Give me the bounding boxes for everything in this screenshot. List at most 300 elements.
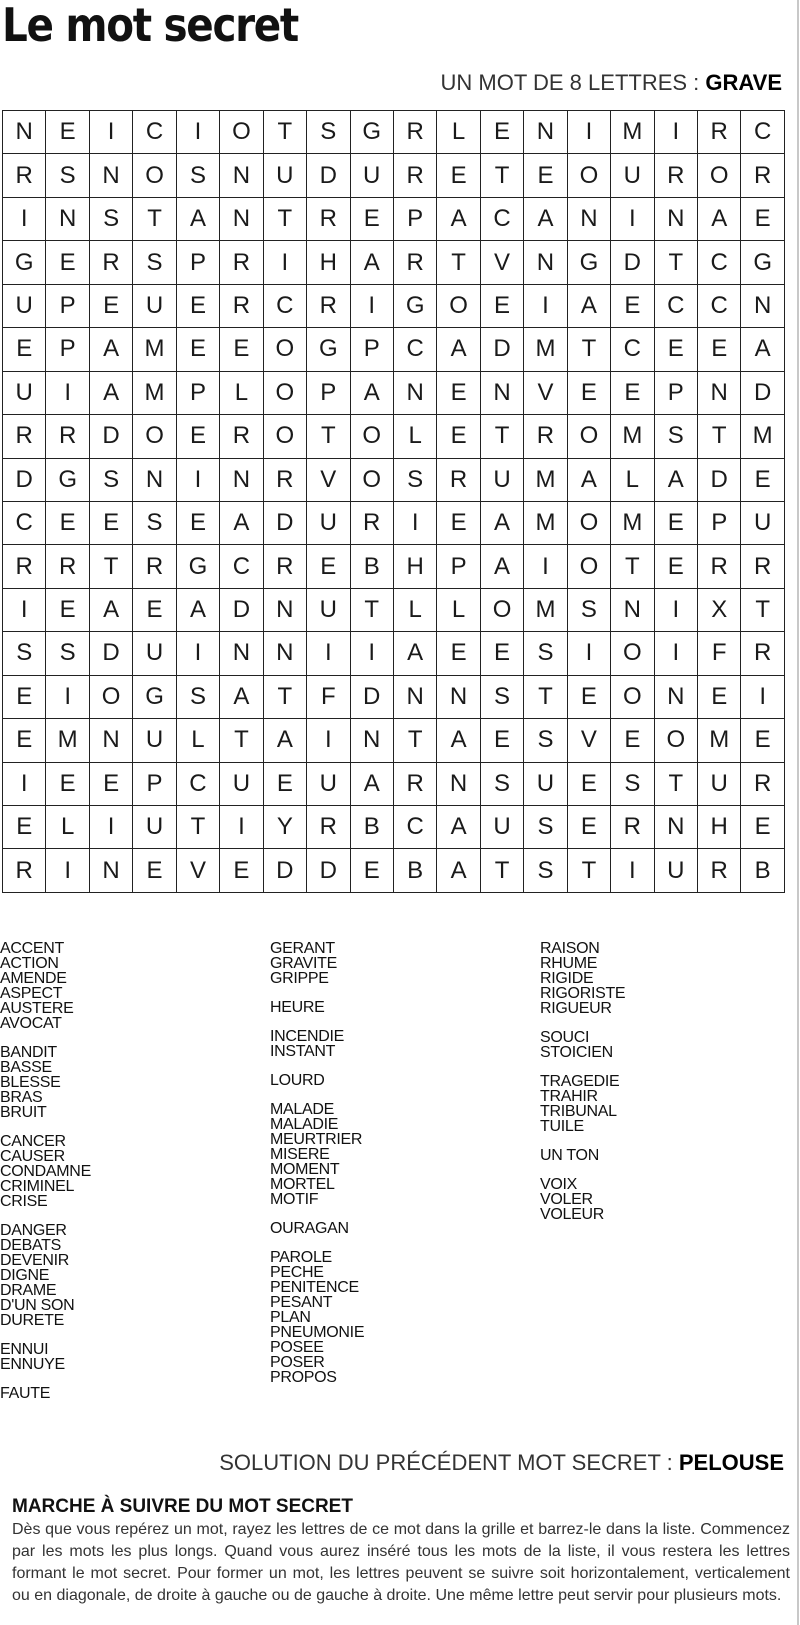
grid-cell[interactable]: E [611, 285, 654, 328]
word-list-item[interactable]: AMENDE [0, 970, 67, 987]
grid-cell[interactable]: E [90, 502, 133, 545]
grid-cell[interactable]: O [481, 589, 524, 632]
grid-cell[interactable]: C [698, 241, 741, 284]
grid-cell[interactable]: C [698, 285, 741, 328]
grid-cell[interactable]: E [46, 241, 89, 284]
word-list-item[interactable]: CANCER [0, 1133, 66, 1150]
grid-cell[interactable]: A [90, 328, 133, 371]
grid-cell[interactable]: R [3, 849, 46, 892]
grid-cell[interactable]: T [351, 589, 394, 632]
grid-cell[interactable]: R [90, 241, 133, 284]
grid-cell[interactable]: N [220, 198, 263, 241]
grid-cell[interactable]: P [46, 328, 89, 371]
grid-cell[interactable]: N [90, 849, 133, 892]
grid-cell[interactable]: R [220, 241, 263, 284]
grid-cell[interactable]: T [568, 849, 611, 892]
grid-cell[interactable]: D [264, 502, 307, 545]
word-list-item[interactable]: PNEUMONIE [270, 1324, 365, 1341]
grid-cell[interactable]: D [90, 632, 133, 675]
grid-cell[interactable]: V [568, 719, 611, 762]
grid-cell[interactable]: N [698, 372, 741, 415]
grid-cell[interactable]: C [611, 328, 654, 371]
grid-cell[interactable]: I [46, 676, 89, 719]
grid-cell[interactable]: R [394, 763, 437, 806]
grid-cell[interactable]: M [611, 111, 654, 154]
grid-cell[interactable]: B [741, 849, 784, 892]
grid-cell[interactable]: R [3, 545, 46, 588]
word-list-item[interactable]: MOTIF [270, 1191, 319, 1208]
word-list-item[interactable]: POSEE [270, 1339, 324, 1356]
grid-cell[interactable]: S [524, 849, 567, 892]
grid-cell[interactable]: P [307, 372, 350, 415]
grid-cell[interactable]: S [524, 719, 567, 762]
grid-cell[interactable]: U [698, 763, 741, 806]
grid-cell[interactable]: N [264, 632, 307, 675]
grid-cell[interactable]: R [394, 241, 437, 284]
grid-cell[interactable]: E [264, 763, 307, 806]
grid-cell[interactable]: P [351, 328, 394, 371]
grid-cell[interactable]: E [741, 719, 784, 762]
grid-cell[interactable]: A [437, 328, 480, 371]
grid-cell[interactable]: E [741, 806, 784, 849]
grid-cell[interactable]: I [3, 763, 46, 806]
word-list-item[interactable]: ENNUI [0, 1341, 49, 1358]
word-list-item[interactable]: ACCENT [0, 940, 64, 957]
grid-cell[interactable]: R [698, 111, 741, 154]
grid-cell[interactable]: P [133, 763, 176, 806]
word-list-item[interactable]: PESANT [270, 1294, 333, 1311]
grid-cell[interactable]: I [394, 502, 437, 545]
grid-cell[interactable]: N [351, 719, 394, 762]
grid-cell[interactable]: U [133, 285, 176, 328]
grid-cell[interactable]: L [437, 111, 480, 154]
grid-cell[interactable]: M [133, 328, 176, 371]
grid-cell[interactable]: R [394, 111, 437, 154]
grid-cell[interactable]: T [264, 198, 307, 241]
word-list-item[interactable]: BLESSE [0, 1074, 61, 1091]
grid-cell[interactable]: G [568, 241, 611, 284]
grid-cell[interactable]: O [133, 415, 176, 458]
grid-cell[interactable]: R [3, 154, 46, 197]
grid-cell[interactable]: N [655, 806, 698, 849]
grid-cell[interactable]: E [437, 415, 480, 458]
grid-cell[interactable]: P [437, 545, 480, 588]
grid-cell[interactable]: I [351, 285, 394, 328]
grid-cell[interactable]: B [351, 806, 394, 849]
grid-cell[interactable]: L [46, 806, 89, 849]
word-list-item[interactable]: MALADE [270, 1101, 334, 1118]
grid-cell[interactable]: A [220, 676, 263, 719]
grid-cell[interactable]: M [524, 502, 567, 545]
grid-cell[interactable]: E [655, 502, 698, 545]
grid-cell[interactable]: R [655, 154, 698, 197]
grid-cell[interactable]: E [655, 545, 698, 588]
word-list-item[interactable]: UN TON [540, 1147, 599, 1164]
grid-cell[interactable]: E [611, 372, 654, 415]
word-list-item[interactable]: MALADIE [270, 1116, 339, 1133]
grid-cell[interactable]: E [46, 502, 89, 545]
word-list-item[interactable]: GERANT [270, 940, 335, 957]
grid-cell[interactable]: N [481, 372, 524, 415]
grid-cell[interactable]: T [611, 545, 654, 588]
grid-cell[interactable]: L [394, 589, 437, 632]
grid-cell[interactable]: E [437, 372, 480, 415]
grid-cell[interactable]: S [177, 676, 220, 719]
grid-cell[interactable]: T [741, 589, 784, 632]
word-list-item[interactable]: LOURD [270, 1072, 325, 1089]
word-list-item[interactable]: ASPECT [0, 985, 63, 1002]
grid-cell[interactable]: M [46, 719, 89, 762]
grid-cell[interactable]: C [177, 763, 220, 806]
word-list-item[interactable]: D'UN SON [0, 1297, 75, 1314]
grid-cell[interactable]: P [177, 372, 220, 415]
grid-cell[interactable]: R [264, 459, 307, 502]
grid-cell[interactable]: O [568, 545, 611, 588]
grid-cell[interactable]: N [3, 111, 46, 154]
grid-cell[interactable]: D [90, 415, 133, 458]
grid-cell[interactable]: E [220, 328, 263, 371]
grid-cell[interactable]: A [741, 328, 784, 371]
grid-cell[interactable]: U [524, 763, 567, 806]
grid-cell[interactable]: N [741, 285, 784, 328]
grid-cell[interactable]: E [568, 676, 611, 719]
grid-cell[interactable]: N [655, 198, 698, 241]
grid-cell[interactable]: A [264, 719, 307, 762]
grid-cell[interactable]: A [437, 849, 480, 892]
grid-cell[interactable]: O [611, 676, 654, 719]
grid-cell[interactable]: T [655, 241, 698, 284]
grid-cell[interactable]: T [264, 111, 307, 154]
grid-cell[interactable]: O [264, 372, 307, 415]
grid-cell[interactable]: A [524, 198, 567, 241]
grid-cell[interactable]: M [741, 415, 784, 458]
grid-cell[interactable]: I [351, 632, 394, 675]
grid-cell[interactable]: L [220, 372, 263, 415]
grid-cell[interactable]: S [481, 763, 524, 806]
word-list-item[interactable]: POSER [270, 1354, 325, 1371]
grid-cell[interactable]: C [481, 198, 524, 241]
word-list-item[interactable]: HEURE [270, 999, 325, 1016]
grid-cell[interactable]: E [133, 849, 176, 892]
word-list-item[interactable]: CRIMINEL [0, 1178, 75, 1195]
grid-cell[interactable]: U [481, 459, 524, 502]
grid-cell[interactable]: R [741, 545, 784, 588]
grid-cell[interactable]: R [741, 632, 784, 675]
grid-cell[interactable]: R [133, 545, 176, 588]
grid-cell[interactable]: I [568, 111, 611, 154]
grid-cell[interactable]: T [481, 415, 524, 458]
grid-cell[interactable]: I [655, 111, 698, 154]
word-list-item[interactable]: RAISON [540, 940, 600, 957]
grid-cell[interactable]: T [394, 719, 437, 762]
grid-cell[interactable]: E [351, 849, 394, 892]
grid-cell[interactable]: S [524, 632, 567, 675]
grid-cell[interactable]: M [524, 589, 567, 632]
grid-cell[interactable]: U [351, 154, 394, 197]
grid-cell[interactable]: N [437, 763, 480, 806]
grid-cell[interactable]: I [220, 806, 263, 849]
word-list-item[interactable]: ACTION [0, 955, 59, 972]
grid-cell[interactable]: U [264, 154, 307, 197]
grid-cell[interactable]: S [177, 154, 220, 197]
word-list-item[interactable]: DIGNE [0, 1267, 50, 1284]
grid-cell[interactable]: D [307, 154, 350, 197]
grid-cell[interactable]: X [698, 589, 741, 632]
word-list-item[interactable]: BRUIT [0, 1104, 47, 1121]
grid-cell[interactable]: N [394, 676, 437, 719]
grid-cell[interactable]: R [307, 806, 350, 849]
word-list-item[interactable]: TRIBUNAL [540, 1103, 617, 1120]
grid-cell[interactable]: N [133, 459, 176, 502]
word-list-item[interactable]: FAUTE [0, 1385, 51, 1402]
word-list-item[interactable]: MEURTRIER [270, 1131, 363, 1148]
grid-cell[interactable]: T [655, 763, 698, 806]
word-list-item[interactable]: BANDIT [0, 1044, 57, 1061]
grid-cell[interactable]: G [741, 241, 784, 284]
grid-cell[interactable]: D [351, 676, 394, 719]
grid-cell[interactable]: H [698, 806, 741, 849]
grid-cell[interactable]: M [611, 502, 654, 545]
grid-cell[interactable]: I [524, 285, 567, 328]
word-list-item[interactable]: GRIPPE [270, 970, 329, 987]
grid-cell[interactable]: E [351, 198, 394, 241]
word-list-item[interactable]: DANGER [0, 1222, 67, 1239]
grid-cell[interactable]: I [568, 632, 611, 675]
grid-cell[interactable]: G [307, 328, 350, 371]
grid-cell[interactable]: O [568, 502, 611, 545]
grid-cell[interactable]: I [611, 849, 654, 892]
grid-cell[interactable]: E [46, 589, 89, 632]
grid-cell[interactable]: T [481, 154, 524, 197]
grid-cell[interactable]: I [3, 589, 46, 632]
word-list-item[interactable]: INCENDIE [270, 1028, 345, 1045]
word-list-item[interactable]: CRISE [0, 1193, 48, 1210]
grid-cell[interactable]: U [481, 806, 524, 849]
grid-cell[interactable]: R [46, 545, 89, 588]
grid-cell[interactable]: A [351, 372, 394, 415]
grid-cell[interactable]: D [3, 459, 46, 502]
grid-cell[interactable]: E [568, 763, 611, 806]
grid-cell[interactable]: A [351, 241, 394, 284]
grid-cell[interactable]: F [698, 632, 741, 675]
word-list-item[interactable]: AVOCAT [0, 1015, 62, 1032]
grid-cell[interactable]: A [568, 285, 611, 328]
grid-cell[interactable]: C [741, 111, 784, 154]
grid-cell[interactable]: O [437, 285, 480, 328]
word-list-item[interactable]: DEBATS [0, 1237, 62, 1254]
grid-cell[interactable]: D [741, 372, 784, 415]
grid-cell[interactable]: A [481, 545, 524, 588]
grid-cell[interactable]: I [46, 849, 89, 892]
grid-cell[interactable]: T [307, 415, 350, 458]
grid-cell[interactable]: S [655, 415, 698, 458]
grid-cell[interactable]: E [481, 632, 524, 675]
grid-cell[interactable]: O [351, 415, 394, 458]
grid-cell[interactable]: A [220, 502, 263, 545]
grid-cell[interactable]: N [90, 154, 133, 197]
word-list-item[interactable]: RIGIDE [540, 970, 594, 987]
grid-cell[interactable]: P [698, 502, 741, 545]
grid-cell[interactable]: O [351, 459, 394, 502]
grid-cell[interactable]: U [220, 763, 263, 806]
word-list-item[interactable]: MORTEL [270, 1176, 335, 1193]
grid-cell[interactable]: I [524, 545, 567, 588]
grid-cell[interactable]: N [220, 459, 263, 502]
grid-cell[interactable]: F [307, 676, 350, 719]
grid-cell[interactable]: S [90, 198, 133, 241]
grid-cell[interactable]: R [220, 415, 263, 458]
grid-cell[interactable]: T [568, 328, 611, 371]
grid-cell[interactable]: L [611, 459, 654, 502]
grid-cell[interactable]: V [177, 849, 220, 892]
grid-cell[interactable]: U [741, 502, 784, 545]
grid-cell[interactable]: E [524, 154, 567, 197]
grid-cell[interactable]: S [46, 632, 89, 675]
word-list-item[interactable]: PLAN [270, 1309, 311, 1326]
grid-cell[interactable]: C [264, 285, 307, 328]
grid-cell[interactable]: A [655, 459, 698, 502]
grid-cell[interactable]: D [264, 849, 307, 892]
grid-cell[interactable]: E [3, 676, 46, 719]
grid-cell[interactable]: S [524, 806, 567, 849]
grid-cell[interactable]: N [524, 111, 567, 154]
grid-cell[interactable]: N [655, 676, 698, 719]
grid-cell[interactable]: R [524, 415, 567, 458]
grid-cell[interactable]: N [46, 198, 89, 241]
grid-cell[interactable]: I [46, 372, 89, 415]
grid-cell[interactable]: O [568, 415, 611, 458]
grid-cell[interactable]: T [90, 545, 133, 588]
grid-cell[interactable]: E [3, 806, 46, 849]
grid-cell[interactable]: D [698, 459, 741, 502]
grid-cell[interactable]: O [264, 415, 307, 458]
grid-cell[interactable]: I [655, 632, 698, 675]
grid-cell[interactable]: E [3, 719, 46, 762]
grid-cell[interactable]: E [46, 111, 89, 154]
grid-cell[interactable]: V [307, 459, 350, 502]
grid-cell[interactable]: E [220, 849, 263, 892]
grid-cell[interactable]: A [568, 459, 611, 502]
grid-cell[interactable]: T [177, 806, 220, 849]
grid-cell[interactable]: U [133, 632, 176, 675]
grid-cell[interactable]: N [220, 632, 263, 675]
grid-cell[interactable]: U [133, 806, 176, 849]
grid-cell[interactable]: P [46, 285, 89, 328]
grid-cell[interactable]: E [481, 111, 524, 154]
grid-cell[interactable]: G [46, 459, 89, 502]
word-list-item[interactable]: BRAS [0, 1089, 43, 1106]
word-list-item[interactable]: DURETE [0, 1312, 64, 1329]
grid-cell[interactable]: A [437, 719, 480, 762]
grid-cell[interactable]: I [307, 632, 350, 675]
grid-cell[interactable]: A [90, 589, 133, 632]
grid-cell[interactable]: G [394, 285, 437, 328]
grid-cell[interactable]: A [394, 632, 437, 675]
grid-cell[interactable]: E [133, 589, 176, 632]
grid-cell[interactable]: R [394, 154, 437, 197]
grid-cell[interactable]: E [698, 676, 741, 719]
grid-cell[interactable]: O [133, 154, 176, 197]
grid-cell[interactable]: S [46, 154, 89, 197]
grid-cell[interactable]: O [264, 328, 307, 371]
grid-cell[interactable]: N [394, 372, 437, 415]
grid-cell[interactable]: O [220, 111, 263, 154]
word-list-item[interactable]: PROPOS [270, 1369, 337, 1386]
grid-cell[interactable]: T [264, 676, 307, 719]
word-list-item[interactable]: OURAGAN [270, 1220, 349, 1237]
grid-cell[interactable]: O [655, 719, 698, 762]
grid-cell[interactable]: M [524, 328, 567, 371]
grid-cell[interactable]: C [394, 328, 437, 371]
grid-cell[interactable]: U [133, 719, 176, 762]
grid-cell[interactable]: E [611, 719, 654, 762]
word-list-item[interactable]: VOLER [540, 1191, 593, 1208]
grid-cell[interactable]: D [481, 328, 524, 371]
grid-cell[interactable]: A [177, 589, 220, 632]
grid-cell[interactable]: U [307, 763, 350, 806]
grid-cell[interactable]: R [220, 285, 263, 328]
grid-cell[interactable]: C [655, 285, 698, 328]
grid-cell[interactable]: T [481, 849, 524, 892]
word-list-item[interactable]: PECHE [270, 1264, 324, 1281]
grid-cell[interactable]: C [394, 806, 437, 849]
grid-cell[interactable]: D [220, 589, 263, 632]
grid-cell[interactable]: E [90, 763, 133, 806]
grid-cell[interactable]: S [3, 632, 46, 675]
grid-cell[interactable]: T [698, 415, 741, 458]
grid-cell[interactable]: I [177, 632, 220, 675]
grid-cell[interactable]: G [351, 111, 394, 154]
grid-cell[interactable]: D [307, 849, 350, 892]
word-list-item[interactable]: AUSTERE [0, 1000, 74, 1017]
grid-cell[interactable]: I [3, 198, 46, 241]
grid-cell[interactable]: H [307, 241, 350, 284]
word-list-item[interactable]: VOLEUR [540, 1206, 604, 1223]
grid-cell[interactable]: E [568, 372, 611, 415]
grid-cell[interactable]: L [437, 589, 480, 632]
grid-cell[interactable]: I [655, 589, 698, 632]
grid-cell[interactable]: R [307, 285, 350, 328]
grid-cell[interactable]: O [90, 676, 133, 719]
grid-cell[interactable]: V [524, 372, 567, 415]
grid-cell[interactable]: A [90, 372, 133, 415]
grid-cell[interactable]: C [133, 111, 176, 154]
grid-cell[interactable]: E [3, 328, 46, 371]
grid-cell[interactable]: G [3, 241, 46, 284]
word-list-item[interactable]: BASSE [0, 1059, 52, 1076]
grid-cell[interactable]: M [524, 459, 567, 502]
grid-cell[interactable]: R [741, 154, 784, 197]
grid-cell[interactable]: C [220, 545, 263, 588]
grid-cell[interactable]: E [655, 328, 698, 371]
grid-cell[interactable]: S [611, 763, 654, 806]
grid-cell[interactable]: D [611, 241, 654, 284]
grid-cell[interactable]: A [177, 198, 220, 241]
word-list-item[interactable]: DEVENIR [0, 1252, 70, 1269]
grid-cell[interactable]: S [133, 502, 176, 545]
grid-cell[interactable]: S [307, 111, 350, 154]
grid-cell[interactable]: P [177, 241, 220, 284]
grid-cell[interactable]: N [220, 154, 263, 197]
grid-cell[interactable]: E [568, 806, 611, 849]
grid-cell[interactable]: E [741, 198, 784, 241]
grid-cell[interactable]: A [351, 763, 394, 806]
grid-cell[interactable]: R [437, 459, 480, 502]
grid-cell[interactable]: R [351, 502, 394, 545]
grid-cell[interactable]: M [698, 719, 741, 762]
word-list-item[interactable]: RIGUEUR [540, 1000, 612, 1017]
grid-cell[interactable]: I [264, 241, 307, 284]
